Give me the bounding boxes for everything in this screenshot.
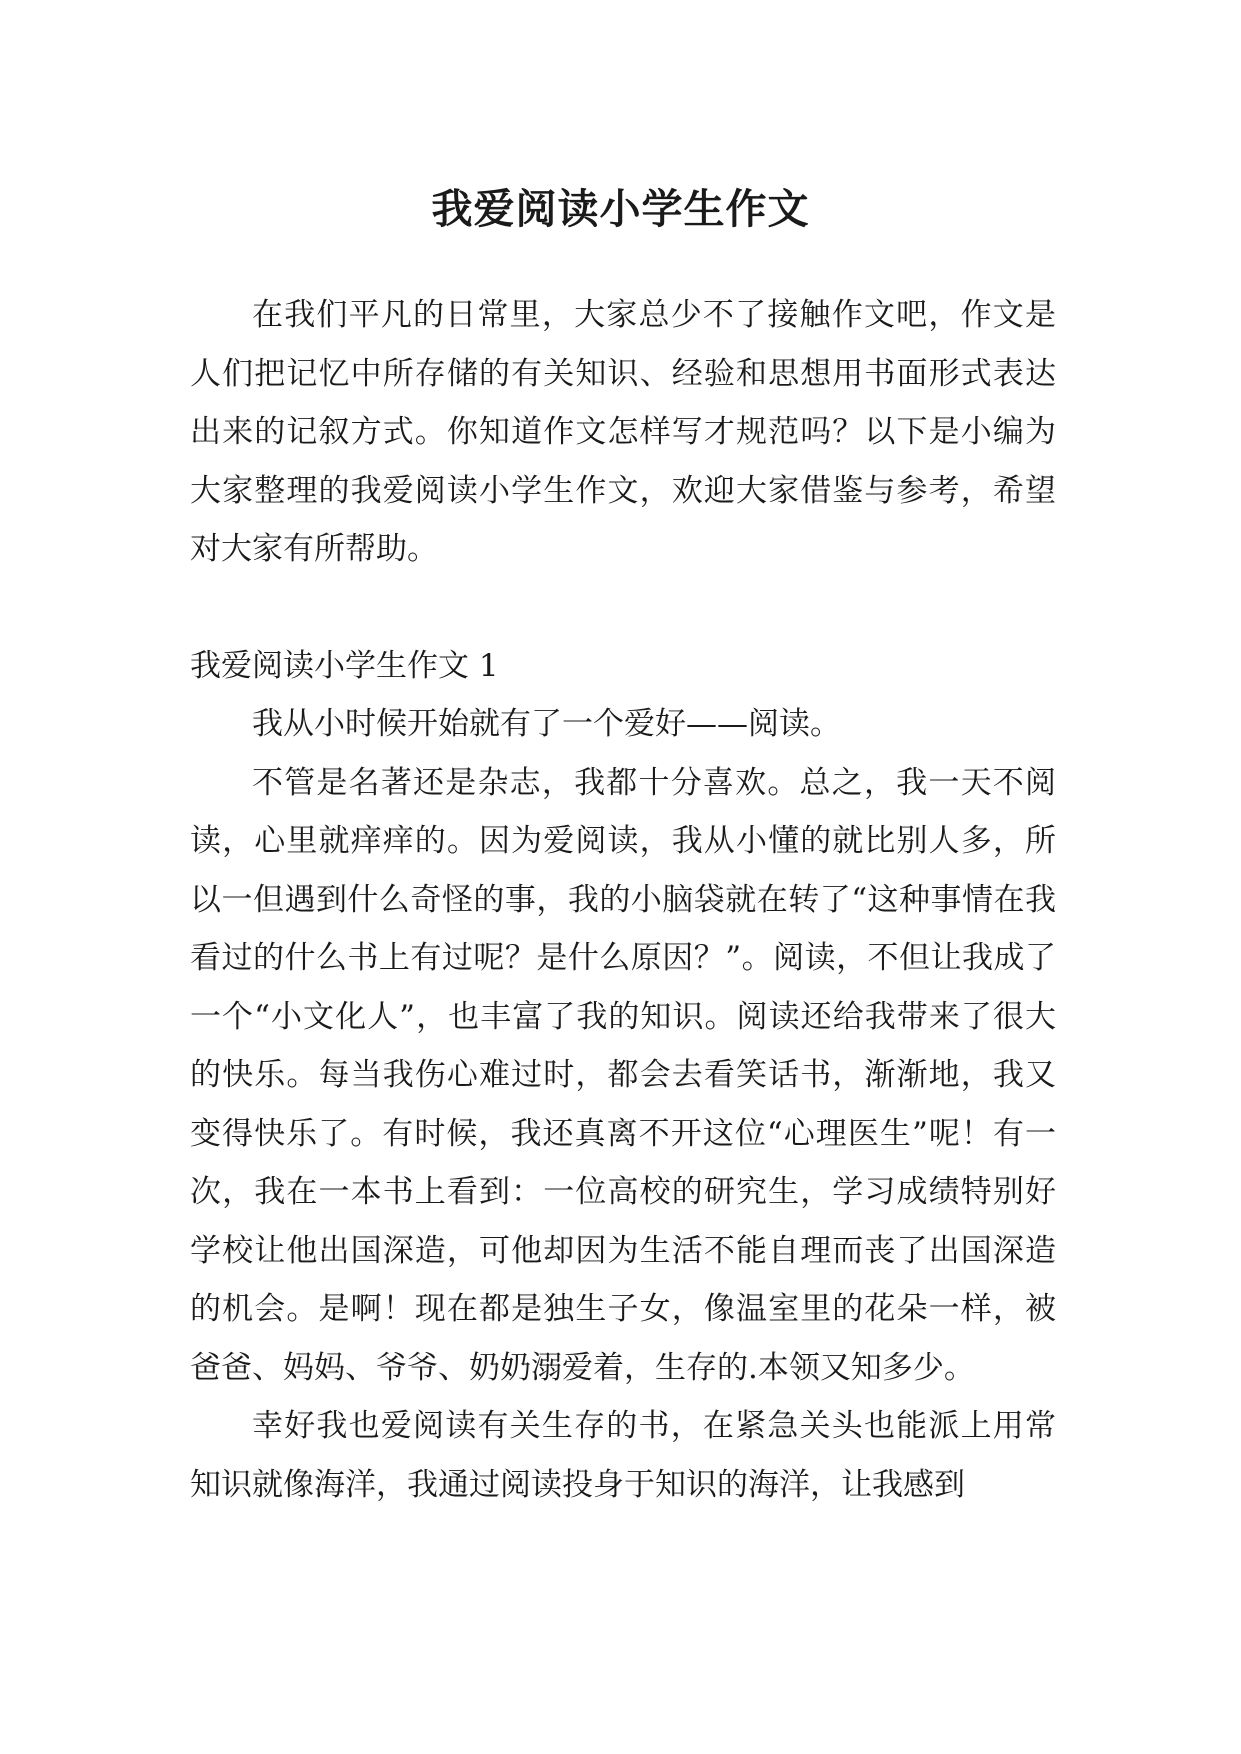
document-body bbox=[190, 286, 1056, 1514]
section-heading: 我爱阅读小学生作文 1 bbox=[190, 647, 499, 684]
document-title: 我爱阅读小学生作文 bbox=[431, 185, 810, 234]
body-paragraph-3: 幸好我也爱阅读有关生存的书，在紧急关头也能派上用常知识就像海洋，我通过阅读投身于知识的海洋，让我感到 bbox=[190, 1408, 1056, 1503]
body-paragraph-1: 我从小时候开始就有了一个爱好——阅读。 bbox=[252, 706, 841, 742]
intro-paragraph: 在我们平凡的日常里，大家总少不了接触作文吧，作文是人们把记忆中所存储的有关知识、经验和思想用书面形式表达出来的记叙方式。你知道作文怎样写才规范吗？以下是小编为大家整理的我爱阅读小学生作文，欢迎大家借鉴与参考，希望对大家有所帮助。 bbox=[190, 297, 1056, 567]
body-paragraph-2: 不管是名著还是杂志，我都十分喜欢。总之，我一天不阅读，心里就痒痒的。因为爱阅读，我从小懂的就比别人多，所以一但遇到什么奇怪的事，我的小脑袋就在转了“这种事情在我看过的什么书上有过呢？是什么原因？”。阅读，不但让我成了一个“小文化人”，也丰富了我的知识。阅读还给我带来了很大的快乐。每当我伤心难过时，都会去看笑话书，渐渐地，我又变得快乐了。有时候，我还真离不开这位“心理医生”呢！有一次，我在一本书上看到：一位高校的研究生，学习成绩特别好学校让他出国深造，可他却因为生活不能自理而丧了出国深造的机会。是啊！现在都是独生子女，像温室里的花朵一样，被爸爸、妈妈、爷爷、奶奶溺爱着，生存的.本领又知多少。 bbox=[190, 764, 1056, 1386]
